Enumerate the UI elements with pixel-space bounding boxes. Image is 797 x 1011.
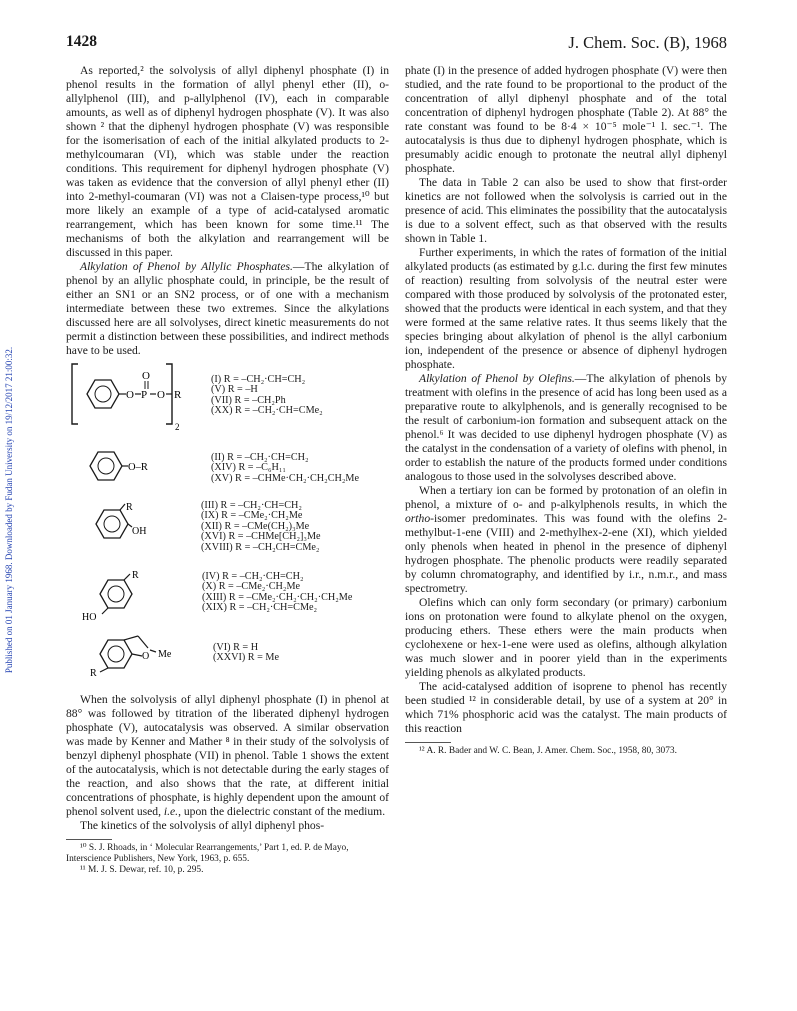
compound-row: (V) R = –H xyxy=(211,384,258,396)
footnote: ¹² A. R. Bader and W. C. Bean, J. Amer. Chem. Soc., 1958, 80, 3073. xyxy=(419,746,677,756)
compound-row: (IX) R = –CMe₂·CH₂Me xyxy=(201,510,303,522)
paragraph-text: -isomer predominates. This was found with the olefins 2-methylbut-1-ene (VIII) and 2-methylhex-2-ene (XI), which yielded only phenols when heated in phenol in the presence of diphenyl hydrogen phosphate. The phenolic products were readily separated by column chromatography, and identified by i.r., n.m.r., and mass spectrometry. xyxy=(405,512,727,595)
phosphorus-label: P xyxy=(141,389,148,401)
footnote: ¹¹ M. J. S. Dewar, ref. 10, p. 295. xyxy=(80,865,204,876)
footnote: ¹⁰ S. J. Rhoads, in ‘ Molecular Rearrangements,’ Part 1, ed. P. de Mayo, Interscience Publishers, New York, 1963, p. 655. xyxy=(66,843,349,865)
hydroxyl-label: HO xyxy=(82,612,97,623)
ortho-phenol-structure xyxy=(94,500,164,550)
left-column xyxy=(66,64,389,877)
oxo-label: O xyxy=(142,370,150,382)
hydroxyl-label: OH xyxy=(132,526,147,537)
paragraph: The acid-catalysed addition of isoprene to phenol has recently been studied ¹² in considerable detail, by use of a system at 20° in which 71% phosphoric acid was the catalyst. The main products of this reaction xyxy=(405,680,727,735)
compound-row: (XXVI) R = Me xyxy=(213,652,280,664)
r-group-label: R xyxy=(126,502,133,513)
phosphate-structure xyxy=(68,362,218,430)
journal-header: J. Chem. Soc. (B), 1968 xyxy=(568,33,727,52)
paragraph: Further experiments, in which the rates of formation of the initial alkylated products (as estimated by g.l.c. during the first few minutes of reaction) resulting from solvolysis of the neutral ester were compared with those produced by solvolysis of the protonated ester, showed that the products were identical in each system, and that they were formed at the same relative rates. It thus seems likely that the species bringing about alkylation of phenol is the allyl carbonium ion, independent of the presence or absence of diphenyl hydrogen phosphate. xyxy=(405,246,727,371)
r-group-label: R xyxy=(132,570,139,581)
paragraph: As reported,² the solvolysis of allyl diphenyl phosphate (I) in phenol results in the formation of allyl phenyl ether (II), o-allylphenol (III), and p-allylphenol (IV), each in comparable amounts, as well as of diphenyl hydrogen phosphate (V). It was also shown ² that the diphenyl hydrogen phosphate (V) was responsible for the isomerisation of each of the initial alkylated products to 2-methylcoumaran (VI), which was stable under the reaction conditions. This requirement for diphenyl hydrogen phosphate (V) was taken as evidence that the conversion of allyl phenyl ether (II) into 2-methyl-coumaran (VI) was not a Claisen-type process,¹⁰ but more likely an example of a type of acid-catalysed aromatic rearrangement, which has been known for some time.¹¹ The mechanisms of both the alkylation and rearrangement will be discussed in this paper. xyxy=(66,64,389,259)
r-group-label: R xyxy=(174,389,182,401)
footnote-rule xyxy=(405,742,451,743)
compound-row: (I) R = –CH₂·CH=CH₂ xyxy=(211,374,306,385)
coumaran-r-groups xyxy=(213,643,279,664)
compound-row: (XII) R = –CMe(CH₂)₃Me xyxy=(201,520,310,532)
compound-row: (VII) R = –CH₂Ph xyxy=(211,394,286,406)
phosphate-r-groups xyxy=(211,375,323,417)
subscript-label: 2 xyxy=(175,422,180,432)
download-notice[interactable] xyxy=(1,220,17,800)
compound-row: (XVI) R = –CHMe[CH₂]₃Me xyxy=(201,531,321,543)
compound-row: (X) R = –CMe₂·CH₂Me xyxy=(202,581,301,593)
compound-row: (VI) R = H xyxy=(213,642,259,653)
paragraph-text: When the solvolysis of allyl diphenyl phosphate (I) in phenol at 88° was followed by titration of the liberated diphenyl hydrogen phosphate (V), autocatalysis was observed. A similar observation was made by Kenner and Mather ⁸ in their study of the solvolysis of benzyl diphenyl phosphate (VII) in phenol. Table 1 shows the extent of the autocatalysis, which is not detectable during the early stages of the reaction, and also shows that the rate, at different initial concentrations of phosphate, is highly dependent upon the amount of phenol solvent used, xyxy=(66,693,389,818)
ether-label: O–R xyxy=(128,462,148,473)
oxygen-label: O xyxy=(126,389,134,401)
paragraph xyxy=(405,484,727,596)
compound-row: (XIX) R = –CH₂·CH=CMe₂ xyxy=(202,602,318,614)
paragraph-text: , upon the dielectric constant of the medium. xyxy=(178,805,386,818)
coumaran-structure xyxy=(80,628,190,678)
compound-row: (XX) R = –CH₂·CH=CMe₂ xyxy=(211,405,323,417)
paragraph xyxy=(66,693,389,819)
paragraph: Olefins which can only form secondary (or primary) carbonium ions on protonation were found to alkylate phenol on the oxygen, producing ethers. These ethers were the main products when cyclohexene or hex-1-ene were used as olefins, although alkylation was much slower and in poorer yield than in the experiments yielding phenols as alkylated products. xyxy=(405,596,727,679)
paragraph xyxy=(66,260,389,358)
compound-row: (XV) R = –CHMe·CH₂·CH₂CH₂Me xyxy=(211,472,359,484)
ether-r-groups xyxy=(211,453,359,484)
oxygen-label: O xyxy=(142,651,150,662)
r-group-label: R xyxy=(90,668,97,679)
paragraph: The data in Table 2 can also be used to show that first-order kinetics are not followed when the solvolysis is carried out in the presence of acid. This eliminates the possibility that the autocatalysis is due to a solvent effect, such as that observed with the results shown in Table 1. xyxy=(405,176,727,245)
paragraph: The kinetics of the solvolysis of allyl diphenyl phos- xyxy=(80,819,325,832)
compound-row: (IV) R = –CH₂·CH=CH₂ xyxy=(202,571,304,582)
section-heading: Alkylation of Phenol by Allylic Phosphates. xyxy=(80,260,293,273)
italic-text: i.e. xyxy=(163,805,179,818)
compound-row: (XIII) R = –CMe₂·CH₂·CH₂·CH₂Me xyxy=(202,591,353,603)
ortho-r-groups xyxy=(201,501,321,553)
paragraph-text: —The alkylation of phenol by an allylic phosphate could, in principle, be the result of either an SN1 or an SN2 process, or of one with a mechanism intermediate between these two extremes. Since the alkylations discussed here are all solvolyses, direct kinetic measurements do not permit a distinction between these possibilities, and indirect methods have to be used. xyxy=(66,260,389,357)
compound-row: (XIV) R = –C₆H₁₁ xyxy=(211,462,286,474)
para-phenol-structure xyxy=(80,566,160,622)
structure-figure xyxy=(66,360,389,690)
italic-text: ortho xyxy=(405,512,431,525)
para-r-groups xyxy=(202,572,352,614)
page-number: 1428 xyxy=(66,33,97,50)
ester-oxygen-label: O xyxy=(157,389,165,401)
paragraph-text: —The alkylation of phenols by treatment with olefins in the presence of acid has long been used as a preparative route to alkylphenols, and is generally recognised to be the result of carbonium-ion formation and subsequent attack on the phenol.⁶ It was decided to use diphenyl hydrogen phosphate (V) as the catalyst in the condensation of a variety of olefins with phenol, in order to establish the nature of the products formed under conditions analogous to those used in the solvolyses described above. xyxy=(405,372,727,483)
paragraph-text: When a tertiary ion can be formed by protonation of an olefin in phenol, a mixture of o- and p-alkylphenols results, in which the xyxy=(405,484,727,511)
methyl-label: Me xyxy=(158,649,172,660)
paragraph: phate (I) in the presence of added hydrogen phosphate (V) were then studied, and the rate found to be proportional to the product of the concentration of allyl diphenyl phosphate and of the total concentration of diphenyl hydrogen phosphate (Table 2). At 88° the rate constant was found to be 8·4 × 10⁻⁵ mole⁻¹ l. sec.⁻¹. The autocatalysis is thus due to diphenyl hydrogen phosphate, which is presumably acidic enough to protonate the neutral allyl diphenyl phosphate. xyxy=(405,64,727,175)
right-column xyxy=(405,64,727,757)
compound-row: (III) R = –CH₂·CH=CH₂ xyxy=(201,500,302,511)
section-heading: Alkylation of Phenol by Olefins. xyxy=(419,372,575,385)
compound-row: (XVIII) R = –CH₂CH=CMe₂ xyxy=(201,541,320,553)
ether-structure xyxy=(88,446,158,486)
footnote-rule xyxy=(66,839,112,840)
download-notice-text: Published on 01 January 1968. Downloaded by Fudan University on 19/12/2017 21:00:32. xyxy=(4,346,14,674)
paragraph xyxy=(405,372,727,484)
compound-row: (II) R = –CH₂·CH=CH₂ xyxy=(211,452,309,463)
